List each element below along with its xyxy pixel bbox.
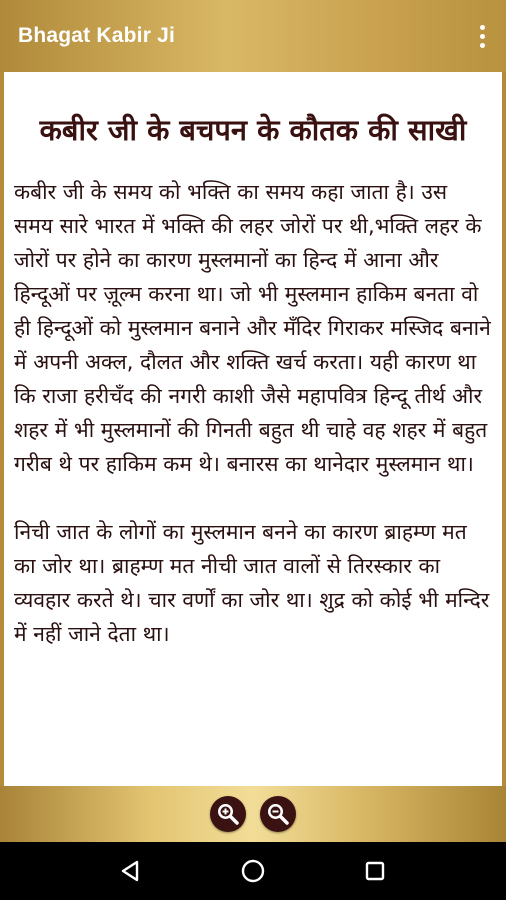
overflow-dot xyxy=(480,34,485,39)
overflow-dot xyxy=(480,25,485,30)
recents-square-icon xyxy=(363,859,387,883)
app-bar xyxy=(0,0,506,72)
article-paragraph: कबीर जी के समय को भक्ति का समय कहा जाता है। उस समय सारे भारत में भक्ति की लहर जोरों पर थी,भक्ति लहर के जोरों पर होने का कारण मुस्लमानों का हिन्द में आना और हिन्दूओं पर ज़ूल्म करना था। जो भी मुस्लमान हाकिम बनता वो ही हिन्दूओं को मुस्लमान बनाने और मँदिर गिराकर मस्जिद बनाने में अपनी अक्ल, दौलत और शक्ति खर्च करता। यही कारण था कि राजा हरीचँद की नगरी काशी जैसे महापवित्र हिन्दू तीर्थ और शहर में भी मुस्लमानों की गिनती बहुत थी चाहे वह शहर में बहुत गरीब थे पर हाकिम कम थे। बनारस का थानेदार मुस्लमान था। xyxy=(14,180,491,476)
zoom-out-icon xyxy=(265,801,291,827)
back-triangle-icon xyxy=(119,859,143,883)
more-vertical-icon[interactable] xyxy=(472,22,492,50)
article-title: कबीर जी के बचपन के कौतक की साखी xyxy=(39,113,467,147)
home-circle-icon xyxy=(240,858,266,884)
back-button[interactable] xyxy=(111,851,151,891)
article-body xyxy=(14,175,492,651)
zoom-out-button[interactable] xyxy=(260,796,296,832)
zoom-in-button[interactable] xyxy=(210,796,246,832)
zoom-toolbar xyxy=(0,786,506,842)
recents-button[interactable] xyxy=(355,851,395,891)
article-paragraph: निची जात के लोगों का मुस्लमान बनने का कारण ब्राहम्ण मत का जोर था। ब्राहम्ण मत नीची जात वालों से तिरस्कार का व्यवहार करते थे। चार वर्णों का जोर था। शुद्र को कोई भी मन्दिर में नहीं जाने देता था। xyxy=(14,520,490,646)
article-scroll-view[interactable] xyxy=(0,72,506,786)
zoom-in-icon xyxy=(215,801,241,827)
home-button[interactable] xyxy=(233,851,273,891)
system-nav-bar xyxy=(0,842,506,900)
app-title: Bhagat Kabir Ji xyxy=(18,24,176,47)
overflow-dot xyxy=(480,43,485,48)
